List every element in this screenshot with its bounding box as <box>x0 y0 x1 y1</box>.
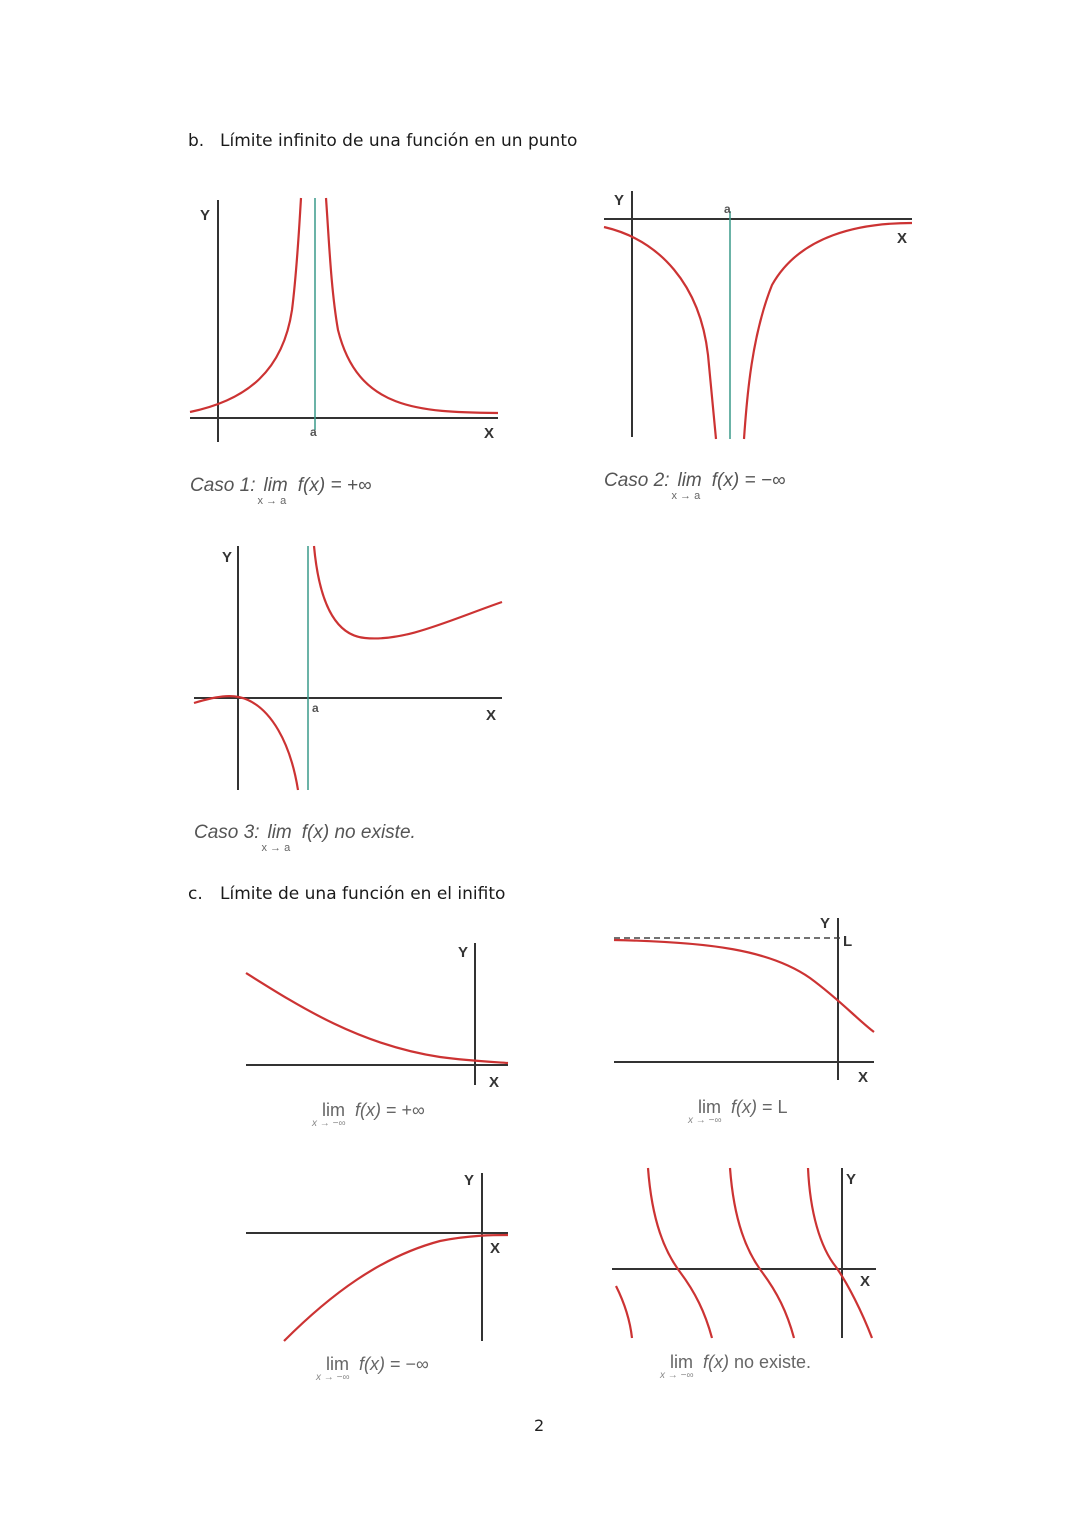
inf2-sub: x → −∞ <box>688 1115 722 1126</box>
graph-inf-2 <box>610 910 890 1090</box>
curve <box>284 1235 508 1341</box>
x-axis-label: X <box>490 1240 501 1257</box>
caption-case1 <box>190 475 372 507</box>
case3-sub: x → a <box>261 842 291 854</box>
graph-inf-3 <box>240 1165 520 1345</box>
curve-branch-2 <box>648 1168 712 1338</box>
case1-lim: lim x → a <box>257 475 288 507</box>
inf3-fx: f(x) <box>359 1354 385 1374</box>
caption-inf-1 <box>312 1100 425 1129</box>
case1-sub: x → a <box>257 495 287 507</box>
curve-left-branch <box>190 198 301 412</box>
graph-case3 <box>190 540 510 800</box>
inf3-sub: x → −∞ <box>316 1372 350 1383</box>
y-axis-label: Y <box>846 1171 857 1188</box>
graph-case2 <box>600 185 920 445</box>
graph-inf-1 <box>240 935 520 1095</box>
curve-branch-3 <box>730 1168 794 1338</box>
case2-prefix: Caso 2: <box>604 470 670 491</box>
inf2-lim: lim x → −∞ <box>688 1097 722 1126</box>
inf4-fx: f(x) <box>703 1352 729 1372</box>
case3-lim: lim x → a <box>261 822 292 854</box>
section-c-title: Límite de una función en el inifito <box>220 884 506 904</box>
y-axis-label: Y <box>458 944 469 961</box>
section-b-letter: b. <box>188 131 205 151</box>
curve <box>614 940 874 1032</box>
inf3-rest: = −∞ <box>390 1354 429 1374</box>
inf4-sub: x → −∞ <box>660 1370 694 1381</box>
case3-prefix: Caso 3: <box>194 822 260 843</box>
inf1-sub: x → −∞ <box>312 1118 346 1129</box>
x-axis-label: X <box>897 230 908 247</box>
a-label: a <box>310 425 317 439</box>
section-c-letter: c. <box>188 884 203 904</box>
curve-right-branch <box>744 223 912 439</box>
section-b-title: Límite infinito de una función en un punto <box>220 131 578 151</box>
x-axis-label: X <box>489 1074 500 1091</box>
inf4-rest: no existe. <box>734 1352 812 1372</box>
inf1-lim: lim x → −∞ <box>312 1100 346 1129</box>
a-label: a <box>724 202 731 216</box>
inf4-lim: lim x → −∞ <box>660 1352 694 1381</box>
caption-inf-3 <box>316 1354 429 1383</box>
x-axis-label: X <box>484 425 495 442</box>
caption-inf-2 <box>688 1097 788 1126</box>
x-axis-label: X <box>486 707 497 724</box>
curve-left-branch <box>194 696 298 790</box>
inf2-rest: = L <box>762 1097 788 1117</box>
a-label: a <box>312 701 319 715</box>
inf2-fx: f(x) <box>731 1097 757 1117</box>
inf3-lim: lim x → −∞ <box>316 1354 350 1383</box>
curve-branch-4 <box>808 1168 872 1338</box>
case2-lim: lim x → a <box>671 470 702 502</box>
case1-prefix: Caso 1: <box>190 475 256 496</box>
y-axis-label: Y <box>820 915 831 932</box>
curve-branch-1 <box>616 1286 632 1338</box>
case3-expr: f(x) no existe. <box>301 822 416 843</box>
y-axis-label: Y <box>222 549 233 566</box>
section-b-heading <box>188 131 577 151</box>
x-axis-label: X <box>860 1273 871 1290</box>
case2-sub: x → a <box>671 490 701 502</box>
curve-right-branch <box>326 198 498 413</box>
section-c-heading <box>188 884 505 904</box>
L-label: L <box>843 933 853 950</box>
page-number: 2 <box>534 1416 545 1435</box>
caption-case3 <box>194 822 416 854</box>
curve-right-branch <box>314 546 502 638</box>
y-axis-label: Y <box>200 207 211 224</box>
y-axis-label: Y <box>464 1172 475 1189</box>
graph-inf-4 <box>610 1162 890 1352</box>
caption-case2 <box>604 470 786 502</box>
inf1-rest: = +∞ <box>386 1100 425 1120</box>
caption-inf-4 <box>660 1352 812 1381</box>
y-axis-label: Y <box>614 192 625 209</box>
case2-expr: f(x) = −∞ <box>711 470 786 491</box>
graph-case1 <box>188 190 508 450</box>
curve-left-branch <box>604 227 716 439</box>
inf1-fx: f(x) <box>355 1100 381 1120</box>
case1-expr: f(x) = +∞ <box>297 475 372 496</box>
curve <box>246 973 508 1063</box>
x-axis-label: X <box>858 1069 869 1086</box>
